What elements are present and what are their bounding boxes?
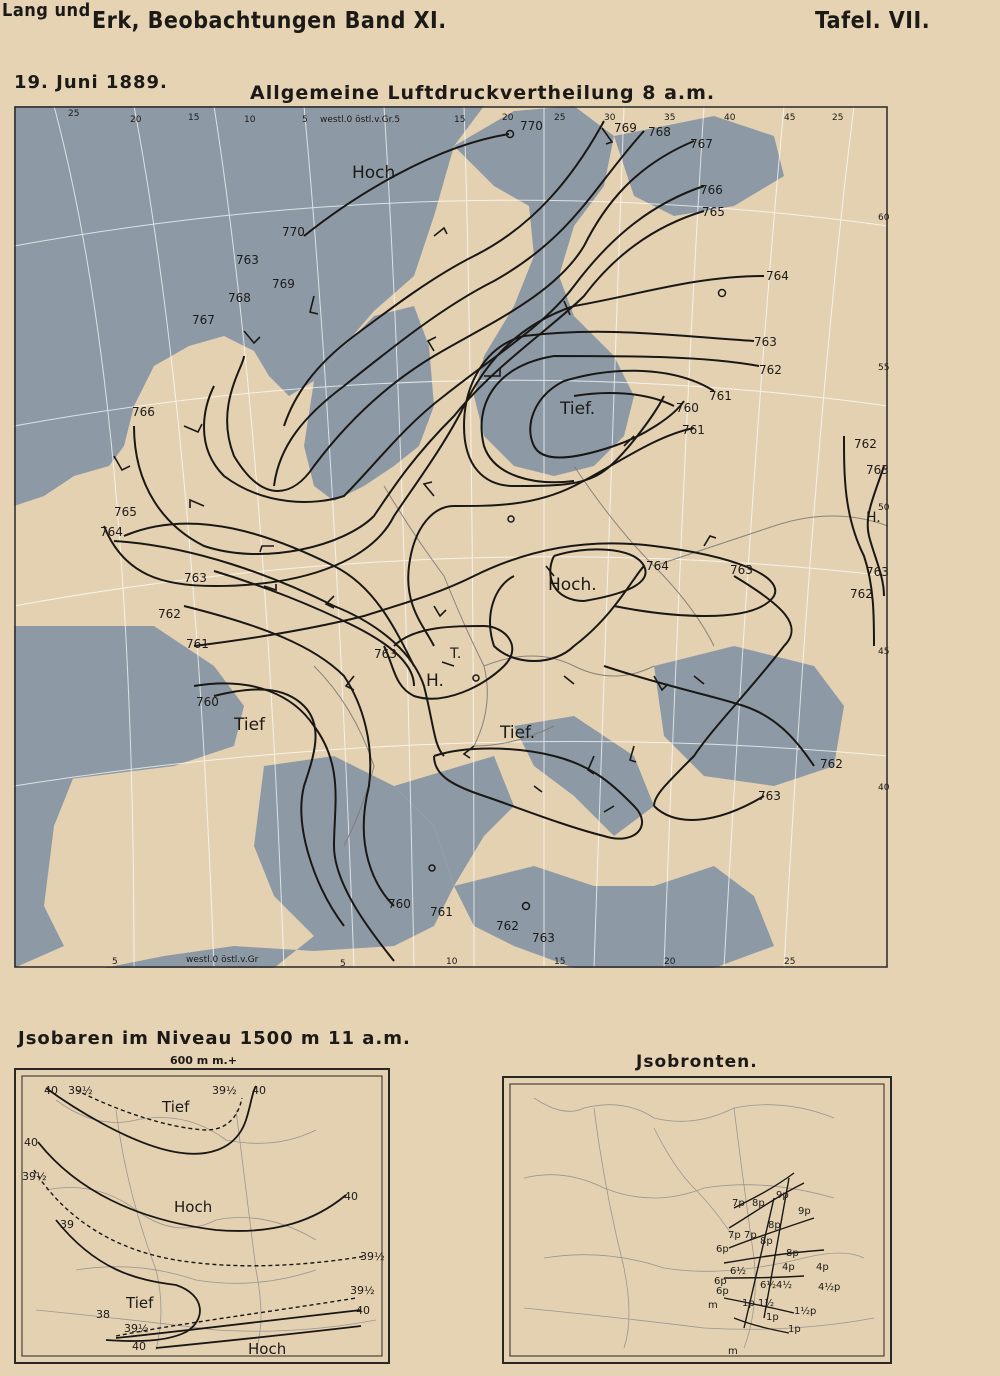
low-label: Tief	[126, 1294, 154, 1312]
isobar-label: 761	[186, 637, 209, 651]
isobronten-title: Jsobronten.	[636, 1052, 758, 1072]
svg-text:39½: 39½	[360, 1250, 385, 1263]
isobar-label: 761	[709, 389, 732, 403]
isobar-label: 765	[702, 205, 725, 219]
upper-air-title: Jsobaren im Niveau 1500 m 11 a.m.	[18, 1028, 411, 1049]
svg-text:40: 40	[724, 113, 736, 123]
high-label: H.	[426, 671, 444, 691]
svg-text:60: 60	[878, 213, 890, 223]
svg-text:50: 50	[878, 503, 890, 513]
svg-text:m: m	[728, 1346, 738, 1357]
svg-text:1p: 1p	[766, 1312, 779, 1323]
isobar-label: 767	[690, 137, 713, 151]
svg-text:1½p: 1½p	[794, 1306, 817, 1317]
isobar-label: 762	[759, 363, 782, 377]
svg-text:45: 45	[878, 647, 890, 657]
svg-text:45: 45	[784, 113, 796, 123]
svg-text:westl.0 östl.v.Gr.5: westl.0 östl.v.Gr.5	[320, 115, 401, 125]
low-label: Tief	[234, 715, 266, 735]
main-pressure-map	[14, 106, 888, 968]
svg-text:8p: 8p	[786, 1248, 799, 1259]
isobar-label: 764	[766, 269, 789, 283]
svg-text:25: 25	[832, 113, 844, 123]
svg-text:20: 20	[130, 115, 142, 125]
isobar-label: 760	[196, 695, 219, 709]
svg-text:25: 25	[68, 109, 80, 119]
svg-text:40: 40	[878, 783, 890, 793]
svg-text:7p: 7p	[732, 1198, 745, 1209]
isobar-label: 764	[100, 525, 123, 539]
svg-text:m: m	[708, 1300, 718, 1311]
isobronten-map	[502, 1076, 892, 1364]
isobar-label: 767	[192, 313, 215, 327]
svg-text:5: 5	[340, 959, 346, 969]
svg-text:4½: 4½	[776, 1280, 793, 1291]
upper-air-subtitle: 600 m m.+	[170, 1054, 237, 1067]
upper-air-map	[14, 1068, 390, 1364]
svg-text:15: 15	[554, 957, 566, 967]
isobar-label: 762	[850, 587, 873, 601]
isobar-label: 763	[730, 563, 753, 577]
main-map-title: Allgemeine Luftdruckvertheilung 8 a.m.	[250, 82, 716, 104]
svg-text:7p: 7p	[744, 1230, 757, 1241]
svg-text:1½: 1½	[758, 1298, 775, 1309]
isobar-label: 766	[132, 405, 155, 419]
upper-air-borders	[36, 1100, 376, 1350]
svg-text:30: 30	[604, 113, 616, 123]
svg-text:39½: 39½	[212, 1084, 237, 1097]
svg-text:westl.0 östl.v.Gr: westl.0 östl.v.Gr	[186, 955, 259, 965]
svg-text:15: 15	[454, 115, 466, 125]
isobar-label: 765	[114, 505, 137, 519]
svg-text:4p: 4p	[816, 1262, 829, 1273]
isobar-label: 770	[520, 119, 543, 133]
isobar-label: 763	[532, 931, 555, 945]
svg-text:7p: 7p	[728, 1230, 741, 1241]
svg-text:5: 5	[112, 957, 118, 967]
upper-air-svg	[16, 1070, 388, 1362]
isobar-label: 763	[866, 463, 889, 477]
svg-text:10: 10	[244, 115, 256, 125]
svg-text:8p: 8p	[768, 1220, 781, 1231]
isobar-label: 762	[820, 757, 843, 771]
svg-text:4p: 4p	[782, 1262, 795, 1273]
svg-text:10: 10	[446, 957, 458, 967]
isobar-label: 762	[854, 437, 877, 451]
high-label: H.	[866, 510, 881, 526]
high-label: Hoch	[352, 163, 396, 183]
svg-text:55: 55	[878, 363, 890, 373]
isobar-label: 761	[682, 423, 705, 437]
isobar-label: 760	[388, 897, 411, 911]
isobar-label: 763	[236, 253, 259, 267]
svg-text:20: 20	[664, 957, 676, 967]
isobar-label: 763	[184, 571, 207, 585]
svg-text:39½: 39½	[350, 1284, 375, 1297]
svg-text:8p: 8p	[752, 1198, 765, 1209]
low-label: Tief	[162, 1098, 190, 1116]
svg-text:40: 40	[132, 1340, 146, 1353]
svg-text:9p: 9p	[776, 1190, 789, 1201]
high-label: Hoch	[174, 1198, 213, 1216]
main-map-svg	[14, 106, 888, 968]
isobar-label: 762	[496, 919, 519, 933]
svg-text:6p: 6p	[716, 1286, 729, 1297]
svg-text:6½: 6½	[760, 1280, 777, 1291]
isobronten-svg	[504, 1078, 890, 1362]
svg-text:40: 40	[356, 1304, 370, 1317]
svg-text:39: 39	[60, 1218, 74, 1231]
low-label: Tief.	[560, 399, 596, 419]
isobar-label: 763	[374, 647, 397, 661]
isobronten-time-labels	[708, 1190, 840, 1357]
isobar-label: 763	[866, 565, 889, 579]
isobar-label: 768	[648, 125, 671, 139]
isobar-label: 768	[228, 291, 251, 305]
svg-text:25: 25	[784, 957, 796, 967]
isobar-label: 760	[676, 401, 699, 415]
isobar-label: 769	[272, 277, 295, 291]
isobar-label: 761	[430, 905, 453, 919]
svg-text:6p: 6p	[714, 1276, 727, 1287]
svg-text:8p: 8p	[760, 1236, 773, 1247]
map-date: 19. Juni 1889.	[14, 72, 168, 93]
svg-text:39½: 39½	[22, 1170, 47, 1183]
svg-text:40: 40	[252, 1084, 266, 1097]
isobar-label: 764	[646, 559, 669, 573]
svg-text:40: 40	[24, 1136, 38, 1149]
svg-text:1p: 1p	[742, 1298, 755, 1309]
isobar-label: 763	[754, 335, 777, 349]
isobar-label: 770	[282, 225, 305, 239]
svg-text:1p: 1p	[788, 1324, 801, 1335]
header-author-small: Lang und	[2, 0, 91, 21]
svg-text:5: 5	[302, 115, 308, 125]
svg-text:4½p: 4½p	[818, 1282, 841, 1293]
svg-text:40: 40	[44, 1084, 58, 1097]
low-label: Tief.	[500, 723, 536, 743]
svg-text:6p: 6p	[716, 1244, 729, 1255]
isobar-label: 763	[758, 789, 781, 803]
low-label: T.	[450, 646, 462, 662]
svg-text:6½: 6½	[730, 1266, 747, 1277]
svg-text:38: 38	[96, 1308, 110, 1321]
header-title: Erk, Beobachtungen Band XI.	[92, 8, 447, 34]
svg-text:25: 25	[554, 113, 566, 123]
high-label: Hoch.	[548, 575, 597, 595]
isobar-label: 762	[158, 607, 181, 621]
svg-text:35: 35	[664, 113, 676, 123]
header-plate-number: Tafel. VII.	[815, 8, 931, 34]
isobar-label: 766	[700, 183, 723, 197]
isobronten-borders	[524, 1098, 874, 1348]
svg-text:9p: 9p	[798, 1206, 811, 1217]
high-label: Hoch	[248, 1340, 287, 1358]
svg-text:20: 20	[502, 113, 514, 123]
svg-text:39½: 39½	[68, 1084, 93, 1097]
svg-text:40: 40	[344, 1190, 358, 1203]
svg-text:15: 15	[188, 113, 200, 123]
svg-text:39½: 39½	[124, 1322, 149, 1335]
isobar-label: 769	[614, 121, 637, 135]
